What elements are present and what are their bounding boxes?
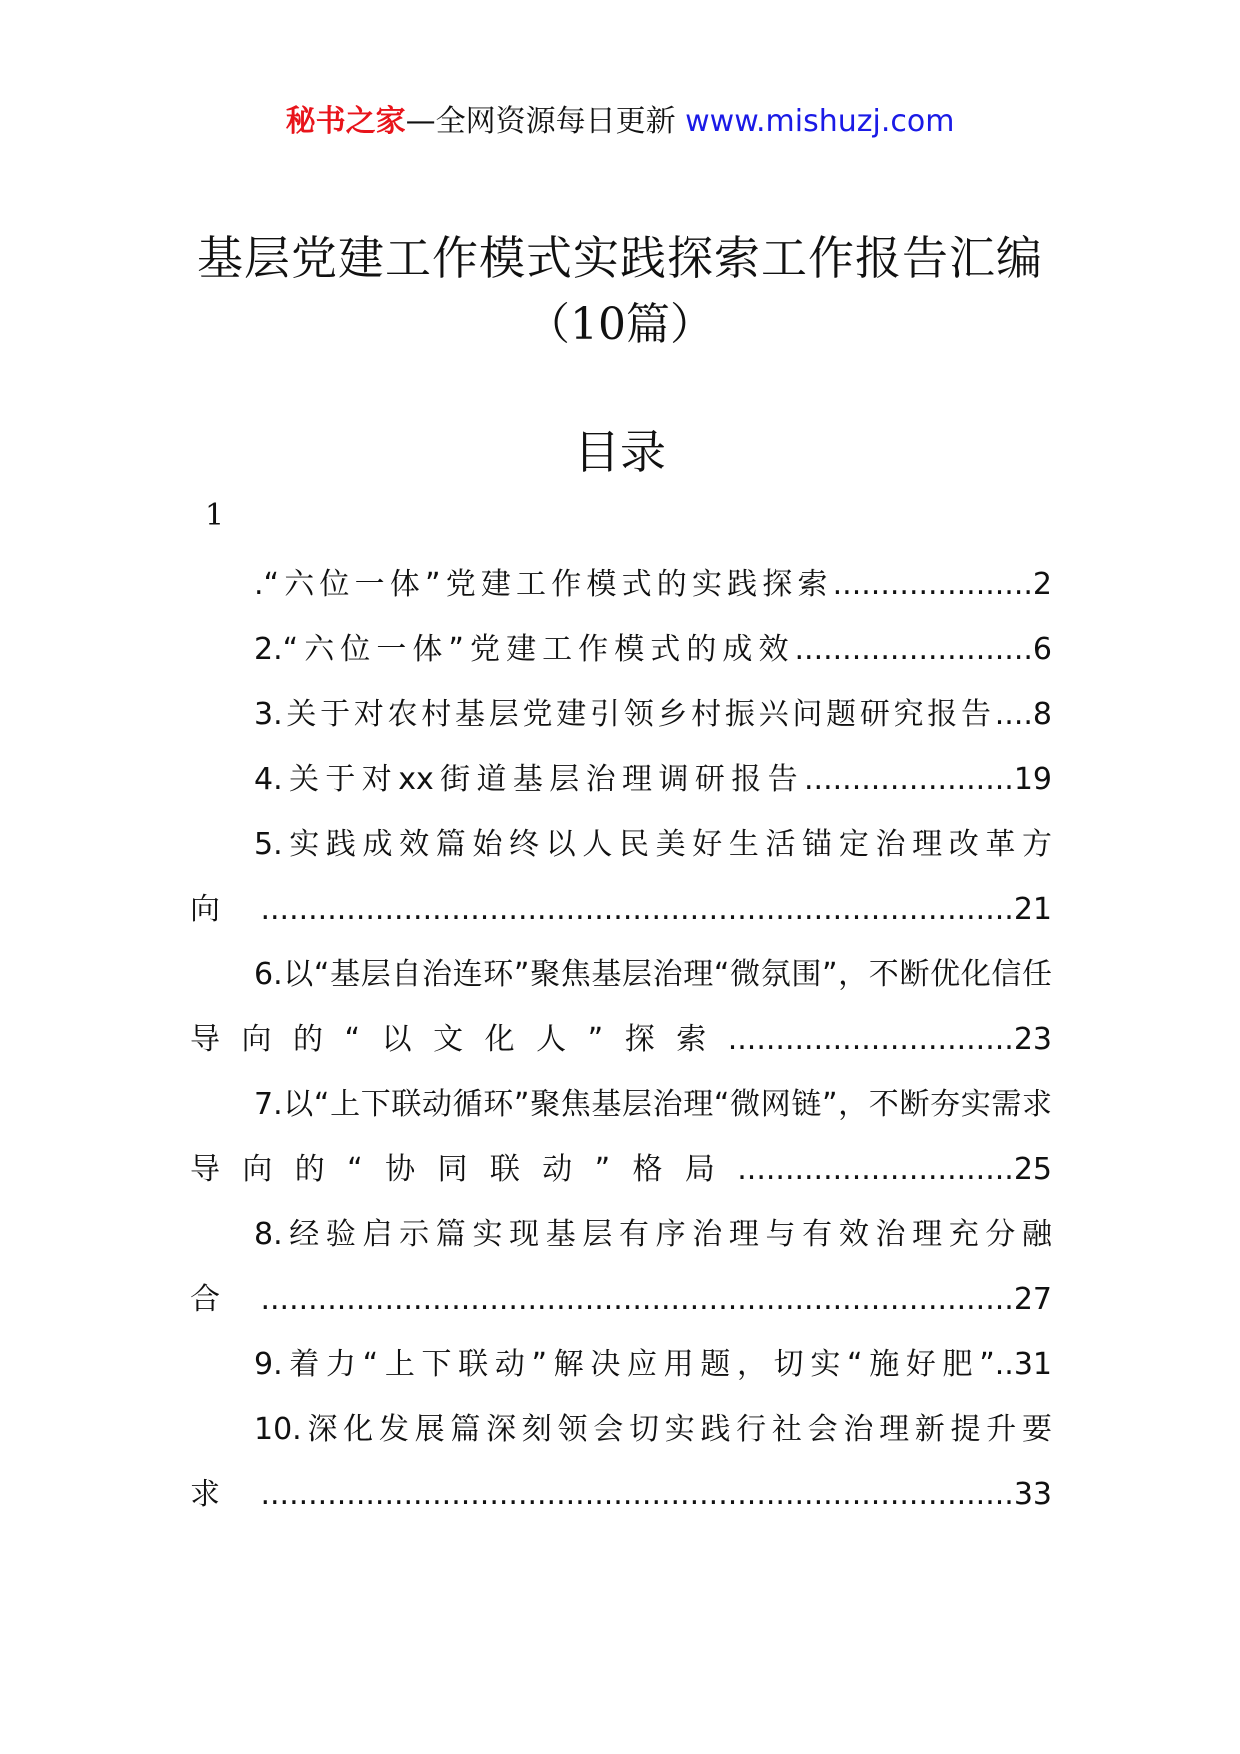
site-header: [0, 100, 1240, 144]
document-title: 基层党建工作模式实践探索工作报告汇编: [197, 231, 1043, 285]
brand-slogan: —全网资源每日更新: [405, 104, 676, 139]
toc-entry-9[interactable]: 9.着力“上下联动”解决应用题，切实“施好肥”..31: [254, 1347, 1052, 1382]
toc-entry-10[interactable]: 10.深化发展篇深刻领会切实践行社会治理新提升要求...............................................................................33: [190, 1412, 1052, 1512]
toc-entry-7[interactable]: 7.以“上下联动循环”聚焦基层治理“微网链”，不断夯实需求导向的“协同联动”格局.............................25: [190, 1087, 1052, 1187]
site-url-link[interactable]: www.mishuzj.com: [685, 104, 955, 139]
toc-heading: 目录: [574, 425, 666, 479]
toc-entry-1[interactable]: .“六位一体”党建工作模式的实践探索.....................2: [254, 567, 1052, 602]
table-of-contents: [190, 552, 1052, 1527]
toc-entry-8[interactable]: 8.经验启示篇实现基层有序治理与有效治理充分融合...............................................................................27: [190, 1217, 1052, 1317]
toc-entry-2[interactable]: 2.“六位一体”党建工作模式的成效.........................6: [254, 632, 1052, 667]
document-subtitle: （10篇）: [526, 299, 714, 350]
brand-name: 秘书之家: [285, 104, 406, 139]
toc-entry-4[interactable]: 4.关于对xx街道基层治理调研报告......................19: [254, 762, 1052, 797]
toc-entry-3[interactable]: 3.关于对农村基层党建引领乡村振兴问题研究报告....8: [254, 697, 1052, 732]
toc-number-one: 1: [205, 498, 225, 533]
toc-entry-6[interactable]: 6.以“基层自治连环”聚焦基层治理“微氛围”，不断优化信任导向的“以文化人”探索..............................23: [190, 957, 1052, 1057]
toc-entry-5[interactable]: 5.实践成效篇始终以人民美好生活锚定治理改革方向...............................................................................21: [190, 827, 1052, 927]
